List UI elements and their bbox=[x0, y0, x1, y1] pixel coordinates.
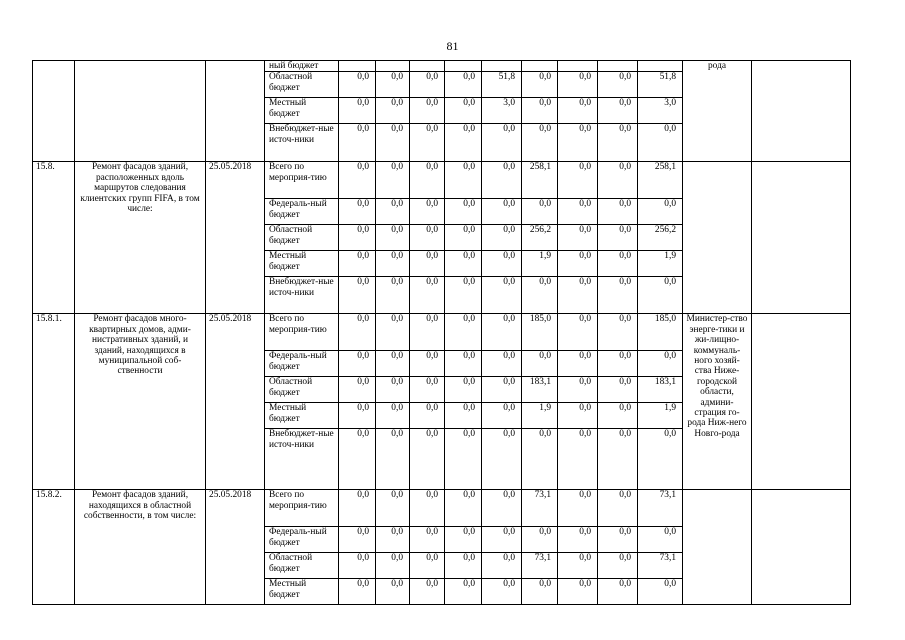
value-cell: 0,0 bbox=[598, 162, 638, 199]
value-cell: 0,0 bbox=[598, 251, 638, 277]
value-cell: 0,0 bbox=[445, 251, 482, 277]
value-cell: 0,0 bbox=[558, 162, 598, 199]
value-cell: 0,0 bbox=[482, 490, 522, 527]
value-cell: 0,0 bbox=[558, 351, 598, 377]
value-cell bbox=[522, 61, 558, 72]
funding-source-cell: Всего по мероприя-тию bbox=[265, 314, 339, 351]
value-cell: 185,0 bbox=[638, 314, 683, 351]
value-cell: 0,0 bbox=[558, 527, 598, 553]
value-cell: 0,0 bbox=[482, 199, 522, 225]
value-cell: 0,0 bbox=[522, 199, 558, 225]
value-cell: 0,0 bbox=[482, 579, 522, 605]
value-cell: 0,0 bbox=[522, 579, 558, 605]
budget-table bbox=[32, 60, 851, 605]
value-cell bbox=[376, 61, 410, 72]
value-cell: 0,0 bbox=[522, 72, 558, 98]
value-cell: 0,0 bbox=[339, 251, 376, 277]
value-cell: 0,0 bbox=[410, 225, 445, 251]
table-row bbox=[33, 490, 851, 527]
value-cell: 0,0 bbox=[482, 251, 522, 277]
value-cell: 0,0 bbox=[376, 553, 410, 579]
value-cell: 0,0 bbox=[482, 162, 522, 199]
item-number-cell: 15.8. bbox=[33, 162, 75, 314]
value-cell: 0,0 bbox=[558, 553, 598, 579]
value-cell: 0,0 bbox=[558, 377, 598, 403]
last-column-cell bbox=[752, 490, 851, 605]
value-cell: 0,0 bbox=[339, 403, 376, 429]
value-cell: 0,0 bbox=[339, 579, 376, 605]
value-cell: 0,0 bbox=[376, 490, 410, 527]
value-cell: 183,1 bbox=[522, 377, 558, 403]
funding-source-cell: Внебюджет-ные источ-ники bbox=[265, 277, 339, 314]
value-cell: 0,0 bbox=[558, 251, 598, 277]
value-cell: 0,0 bbox=[598, 351, 638, 377]
value-cell: 256,2 bbox=[522, 225, 558, 251]
table-row bbox=[33, 61, 851, 72]
value-cell: 0,0 bbox=[482, 314, 522, 351]
value-cell: 0,0 bbox=[522, 277, 558, 314]
value-cell bbox=[445, 61, 482, 72]
funding-source-cell: Местный бюджет bbox=[265, 98, 339, 124]
value-cell: 0,0 bbox=[638, 527, 683, 553]
item-number-cell: 15.8.2. bbox=[33, 490, 75, 605]
value-cell: 0,0 bbox=[410, 553, 445, 579]
value-cell: 0,0 bbox=[482, 553, 522, 579]
item-date-cell: 25.05.2018 bbox=[206, 162, 265, 314]
value-cell: 1,9 bbox=[638, 251, 683, 277]
value-cell: 0,0 bbox=[638, 199, 683, 225]
value-cell: 3,0 bbox=[482, 98, 522, 124]
page-number: 81 bbox=[446, 39, 459, 53]
value-cell: 0,0 bbox=[558, 199, 598, 225]
value-cell: 0,0 bbox=[598, 314, 638, 351]
value-cell: 1,9 bbox=[522, 403, 558, 429]
funding-source-cell: Всего по мероприя-тию bbox=[265, 162, 339, 199]
value-cell bbox=[598, 61, 638, 72]
value-cell: 0,0 bbox=[558, 314, 598, 351]
last-column-cell bbox=[752, 314, 851, 490]
value-cell: 0,0 bbox=[598, 124, 638, 162]
value-cell: 0,0 bbox=[638, 579, 683, 605]
value-cell: 0,0 bbox=[410, 403, 445, 429]
table-body bbox=[33, 61, 851, 605]
value-cell: 0,0 bbox=[339, 162, 376, 199]
value-cell: 0,0 bbox=[598, 225, 638, 251]
value-cell bbox=[482, 61, 522, 72]
value-cell: 0,0 bbox=[558, 579, 598, 605]
value-cell: 0,0 bbox=[339, 490, 376, 527]
value-cell: 0,0 bbox=[482, 124, 522, 162]
value-cell: 0,0 bbox=[339, 351, 376, 377]
funding-source-cell: Местный бюджет bbox=[265, 579, 339, 605]
value-cell: 0,0 bbox=[598, 490, 638, 527]
value-cell: 73,1 bbox=[638, 490, 683, 527]
value-cell: 0,0 bbox=[410, 199, 445, 225]
value-cell: 73,1 bbox=[522, 553, 558, 579]
value-cell: 0,0 bbox=[376, 377, 410, 403]
value-cell: 183,1 bbox=[638, 377, 683, 403]
value-cell: 0,0 bbox=[410, 72, 445, 98]
value-cell: 0,0 bbox=[339, 527, 376, 553]
value-cell: 0,0 bbox=[445, 225, 482, 251]
funding-source-cell: Местный бюджет bbox=[265, 251, 339, 277]
value-cell: 0,0 bbox=[445, 429, 482, 490]
value-cell: 0,0 bbox=[410, 377, 445, 403]
value-cell: 0,0 bbox=[482, 377, 522, 403]
funding-source-cell: Областной бюджет bbox=[265, 225, 339, 251]
value-cell bbox=[558, 61, 598, 72]
value-cell: 0,0 bbox=[410, 277, 445, 314]
responsible-cell: рода bbox=[683, 61, 752, 162]
responsible-cell bbox=[683, 162, 752, 314]
value-cell: 51,8 bbox=[638, 72, 683, 98]
value-cell: 0,0 bbox=[598, 72, 638, 98]
value-cell: 0,0 bbox=[410, 162, 445, 199]
item-name-cell: Ремонт фасадов зданий, находящихся в областной собственности, в том числе: bbox=[75, 490, 206, 605]
value-cell: 0,0 bbox=[376, 527, 410, 553]
value-cell: 0,0 bbox=[558, 124, 598, 162]
value-cell: 0,0 bbox=[339, 72, 376, 98]
value-cell: 3,0 bbox=[638, 98, 683, 124]
value-cell: 0,0 bbox=[522, 98, 558, 124]
value-cell: 0,0 bbox=[445, 527, 482, 553]
item-name-cell bbox=[75, 61, 206, 162]
funding-source-cell: Областной бюджет bbox=[265, 72, 339, 98]
value-cell: 0,0 bbox=[376, 162, 410, 199]
funding-source-cell: Федераль-ный бюджет bbox=[265, 351, 339, 377]
value-cell: 0,0 bbox=[598, 277, 638, 314]
value-cell: 0,0 bbox=[445, 403, 482, 429]
value-cell: 0,0 bbox=[598, 429, 638, 490]
value-cell: 0,0 bbox=[598, 553, 638, 579]
last-column-cell bbox=[752, 61, 851, 162]
value-cell: 258,1 bbox=[638, 162, 683, 199]
value-cell: 0,0 bbox=[445, 377, 482, 403]
value-cell bbox=[410, 61, 445, 72]
value-cell: 0,0 bbox=[376, 429, 410, 490]
value-cell: 0,0 bbox=[410, 429, 445, 490]
value-cell: 0,0 bbox=[376, 403, 410, 429]
funding-source-cell: Федераль-ный бюджет bbox=[265, 527, 339, 553]
value-cell: 0,0 bbox=[376, 124, 410, 162]
value-cell: 0,0 bbox=[598, 377, 638, 403]
last-column-cell bbox=[752, 162, 851, 314]
item-number-cell: 15.8.1. bbox=[33, 314, 75, 490]
value-cell: 0,0 bbox=[339, 124, 376, 162]
value-cell: 0,0 bbox=[638, 351, 683, 377]
value-cell: 0,0 bbox=[410, 351, 445, 377]
value-cell bbox=[339, 61, 376, 72]
value-cell: 0,0 bbox=[445, 162, 482, 199]
value-cell: 0,0 bbox=[445, 351, 482, 377]
item-date-cell bbox=[206, 61, 265, 162]
value-cell bbox=[638, 61, 683, 72]
value-cell: 0,0 bbox=[376, 199, 410, 225]
value-cell: 0,0 bbox=[339, 314, 376, 351]
responsible-cell: Министер-ство энерге-тики и жи-лищно-коммуналь-ного хозяй-ства Ниже-городской области, админи-страция го-рода Ниж-него Новго-рода bbox=[683, 314, 752, 490]
value-cell: 1,9 bbox=[638, 403, 683, 429]
value-cell: 73,1 bbox=[638, 553, 683, 579]
value-cell: 1,9 bbox=[522, 251, 558, 277]
value-cell: 0,0 bbox=[482, 277, 522, 314]
value-cell: 185,0 bbox=[522, 314, 558, 351]
value-cell: 0,0 bbox=[410, 124, 445, 162]
funding-source-cell: Внебюджет-ные источ-ники bbox=[265, 124, 339, 162]
value-cell: 0,0 bbox=[339, 225, 376, 251]
value-cell: 0,0 bbox=[638, 124, 683, 162]
value-cell: 0,0 bbox=[445, 553, 482, 579]
value-cell: 0,0 bbox=[638, 429, 683, 490]
value-cell: 0,0 bbox=[558, 98, 598, 124]
value-cell: 0,0 bbox=[482, 225, 522, 251]
value-cell: 0,0 bbox=[598, 98, 638, 124]
value-cell: 0,0 bbox=[445, 124, 482, 162]
value-cell: 0,0 bbox=[410, 527, 445, 553]
value-cell: 258,1 bbox=[522, 162, 558, 199]
value-cell: 0,0 bbox=[598, 403, 638, 429]
item-date-cell: 25.05.2018 bbox=[206, 314, 265, 490]
value-cell: 73,1 bbox=[522, 490, 558, 527]
value-cell: 0,0 bbox=[445, 277, 482, 314]
value-cell: 0,0 bbox=[558, 225, 598, 251]
value-cell: 0,0 bbox=[482, 403, 522, 429]
value-cell: 0,0 bbox=[339, 277, 376, 314]
value-cell: 256,2 bbox=[638, 225, 683, 251]
value-cell: 0,0 bbox=[445, 72, 482, 98]
funding-source-cell: Всего по мероприя-тию bbox=[265, 490, 339, 527]
value-cell: 0,0 bbox=[445, 490, 482, 527]
item-date-cell: 25.05.2018 bbox=[206, 490, 265, 605]
value-cell: 0,0 bbox=[339, 199, 376, 225]
funding-source-cell: Федераль-ный бюджет bbox=[265, 199, 339, 225]
value-cell: 0,0 bbox=[410, 98, 445, 124]
value-cell: 0,0 bbox=[376, 351, 410, 377]
value-cell: 0,0 bbox=[482, 429, 522, 490]
item-name-cell: Ремонт фасадов много-квартирных домов, адми-нистративных зданий, и зданий, находящихся в муниципальной соб-ственности bbox=[75, 314, 206, 490]
value-cell: 0,0 bbox=[376, 314, 410, 351]
value-cell: 0,0 bbox=[558, 403, 598, 429]
responsible-cell bbox=[683, 490, 752, 605]
funding-source-cell: Внебюджет-ные источ-ники bbox=[265, 429, 339, 490]
table-row bbox=[33, 162, 851, 199]
value-cell: 0,0 bbox=[410, 314, 445, 351]
value-cell: 0,0 bbox=[410, 490, 445, 527]
value-cell: 0,0 bbox=[339, 98, 376, 124]
value-cell: 0,0 bbox=[522, 527, 558, 553]
value-cell: 0,0 bbox=[558, 429, 598, 490]
item-num-cell bbox=[33, 61, 75, 162]
value-cell: 0,0 bbox=[598, 527, 638, 553]
value-cell: 0,0 bbox=[558, 277, 598, 314]
value-cell: 0,0 bbox=[522, 429, 558, 490]
value-cell: 0,0 bbox=[410, 579, 445, 605]
value-cell: 0,0 bbox=[376, 579, 410, 605]
funding-source-cell: Областной бюджет bbox=[265, 553, 339, 579]
funding-source-cell: ный бюджет bbox=[265, 61, 339, 72]
item-name-cell: Ремонт фасадов зданий, расположенных вдоль маршрутов следования клиентских групп FIFA, в том числе: bbox=[75, 162, 206, 314]
value-cell: 0,0 bbox=[445, 579, 482, 605]
value-cell: 51,8 bbox=[482, 72, 522, 98]
value-cell: 0,0 bbox=[445, 199, 482, 225]
value-cell: 0,0 bbox=[522, 124, 558, 162]
value-cell: 0,0 bbox=[376, 98, 410, 124]
value-cell: 0,0 bbox=[522, 351, 558, 377]
value-cell: 0,0 bbox=[445, 314, 482, 351]
value-cell: 0,0 bbox=[445, 98, 482, 124]
value-cell: 0,0 bbox=[376, 72, 410, 98]
value-cell: 0,0 bbox=[482, 527, 522, 553]
value-cell: 0,0 bbox=[376, 225, 410, 251]
table-row bbox=[33, 314, 851, 351]
value-cell: 0,0 bbox=[339, 553, 376, 579]
value-cell: 0,0 bbox=[638, 277, 683, 314]
value-cell: 0,0 bbox=[339, 429, 376, 490]
value-cell: 0,0 bbox=[339, 377, 376, 403]
value-cell: 0,0 bbox=[376, 251, 410, 277]
value-cell: 0,0 bbox=[598, 579, 638, 605]
funding-source-cell: Областной бюджет bbox=[265, 377, 339, 403]
funding-source-cell: Местный бюджет bbox=[265, 403, 339, 429]
value-cell: 0,0 bbox=[410, 251, 445, 277]
value-cell: 0,0 bbox=[558, 490, 598, 527]
value-cell: 0,0 bbox=[558, 72, 598, 98]
value-cell: 0,0 bbox=[482, 351, 522, 377]
value-cell: 0,0 bbox=[376, 277, 410, 314]
value-cell: 0,0 bbox=[598, 199, 638, 225]
